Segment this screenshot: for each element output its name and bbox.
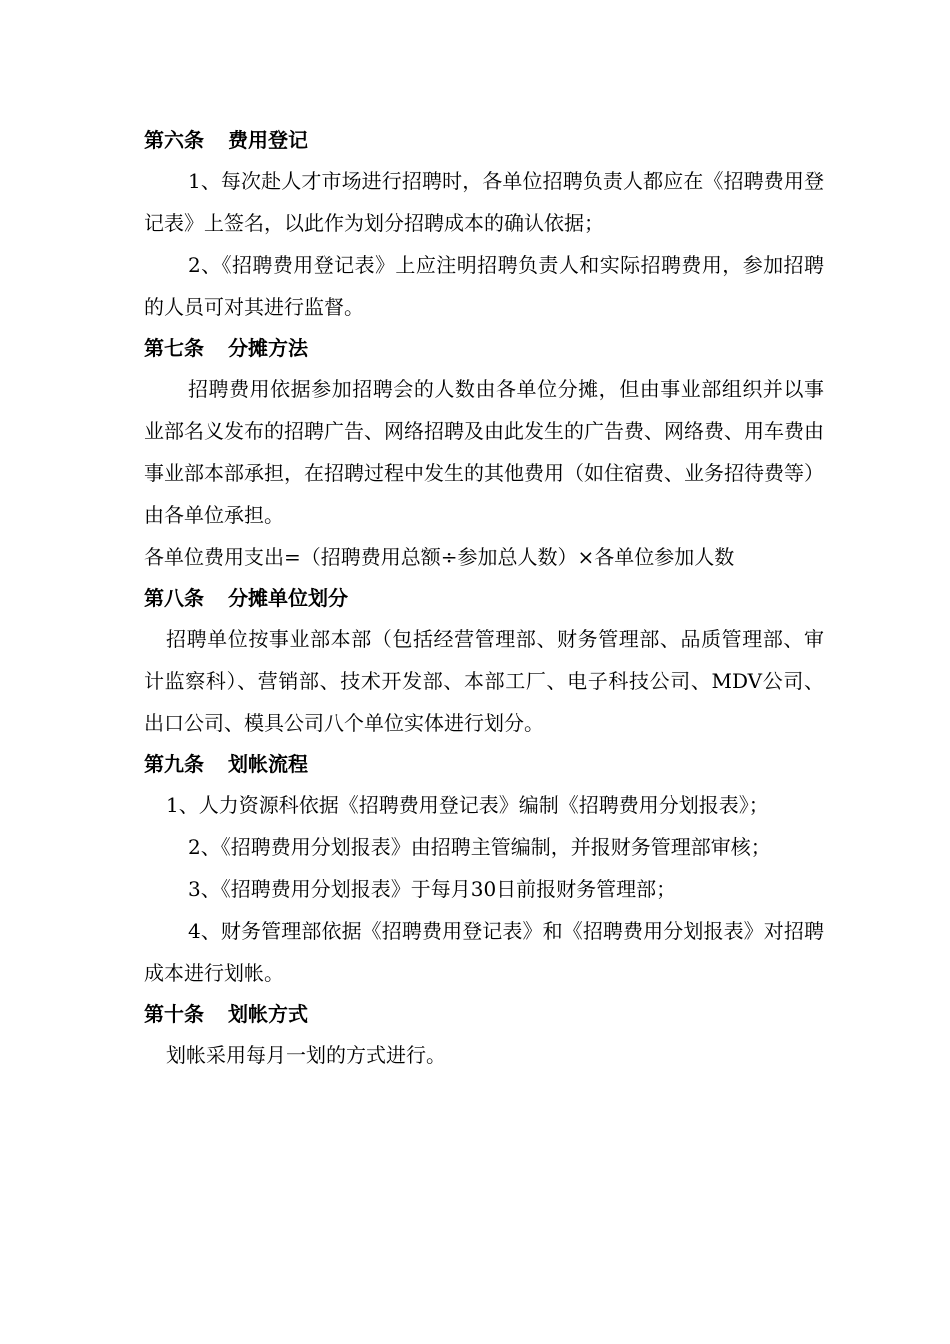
paragraph: 2、《招聘费用登记表》上应注明招聘负责人和实际招聘费用，参加招聘的人员可对其进行监督。 [144,253,824,319]
section-title: 分摊方法 [228,336,308,360]
paragraph: 招聘单位按事业部本部（包括经营管理部、财务管理部、品质管理部、审计监察科）、营销部、技术开发部、本部工厂、电子科技公司、MDV公司、出口公司、模具公司八个单位实体进行划分。 [144,627,824,735]
paragraph: 1、每次赴人才市场进行招聘时，各单位招聘负责人都应在《招聘费用登记表》上签名，以此作为划分招聘成本的确认依据； [144,169,824,235]
section-heading [144,744,824,784]
paragraph: 2、《招聘费用分划报表》由招聘主管编制，并报财务管理部审核； [188,835,771,859]
section-number: 第十条 [144,1002,204,1026]
section-heading [144,578,824,618]
section-heading [144,120,824,160]
section-title: 分摊单位划分 [228,586,348,610]
section-number: 第八条 [144,586,204,610]
paragraph: 3、《招聘费用分划报表》于每月30日前报财务管理部； [188,877,677,901]
section-heading [144,328,824,368]
section-heading [144,994,824,1034]
section-number: 第七条 [144,336,204,360]
section-title: 划帐方式 [228,1002,308,1026]
section-number: 第六条 [144,128,204,152]
paragraph: 4、财务管理部依据《招聘费用登记表》和《招聘费用分划报表》对招聘成本进行划帐。 [144,919,824,985]
paragraph: 划帐采用每月一划的方式进行。 [166,1043,446,1067]
paragraph: 招聘费用依据参加招聘会的人数由各单位分摊，但由事业部组织并以事业部名义发布的招聘广告、网络招聘及由此发生的广告费、网络费、用车费由事业部本部承担，在招聘过程中发生的其他费用（如住宿费、业务招待费等）由各单位承担。 [144,377,824,527]
section-number: 第九条 [144,752,204,776]
paragraph: 1、人力资源科依据《招聘费用登记表》编制《招聘费用分划报表》； [166,793,769,817]
section-title: 费用登记 [228,128,308,152]
document-body [144,120,824,1076]
section-title: 划帐流程 [228,752,308,776]
formula-paragraph: 各单位费用支出=（招聘费用总额÷参加总人数）×各单位参加人数 [144,545,735,569]
